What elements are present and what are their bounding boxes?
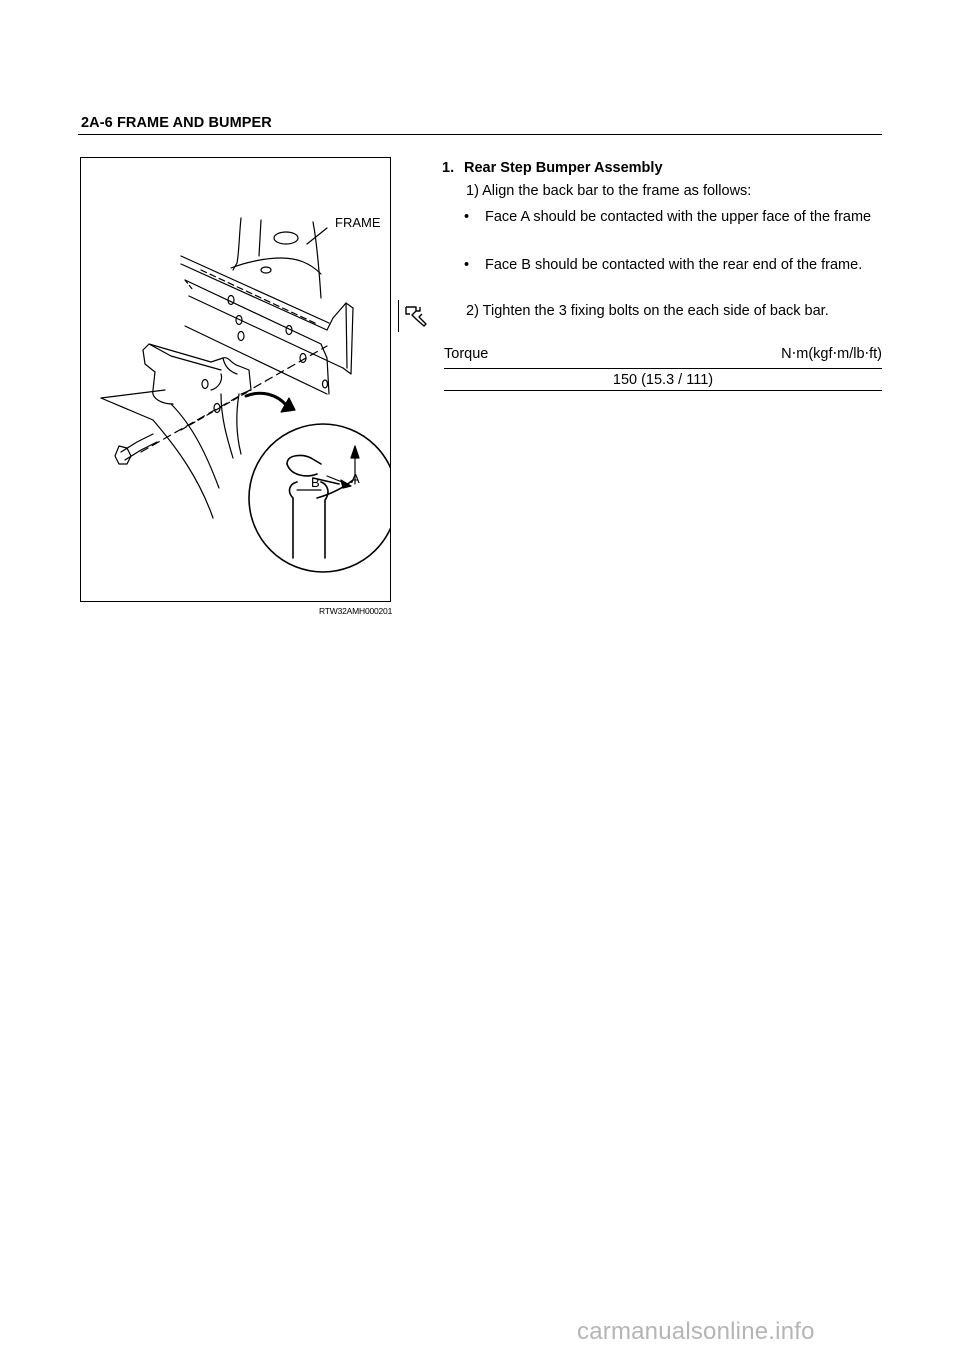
substep-1: 1) Align the back bar to the frame as follows: [466, 183, 752, 199]
label-b: B [311, 475, 320, 490]
torque-unit: N⋅m(kgf⋅m/lb⋅ft) [781, 346, 882, 362]
page-header [78, 116, 882, 135]
bullet-symbol: • [464, 209, 470, 225]
bullet-item [464, 206, 882, 229]
bumper-figure [80, 157, 391, 602]
bullet-text: Face B should be contacted with the rear end of the frame. [485, 257, 863, 273]
torque-wrench-icon [404, 304, 428, 328]
table-rule-bottom [444, 390, 882, 391]
torque-marker [398, 300, 430, 332]
step-title [442, 160, 663, 176]
substep-2: 2) Tighten the 3 fixing bolts on the each side of back bar. [466, 303, 829, 319]
table-rule-top [444, 368, 882, 369]
torque-label: Torque [444, 346, 489, 362]
label-a: A [351, 471, 360, 486]
step-number: 1. [442, 160, 455, 176]
step-title-text: Rear Step Bumper Assembly [464, 160, 663, 176]
bullet-item [464, 254, 882, 277]
frame-label: FRAME [335, 215, 381, 230]
figure-code: RTW32AMH000201 [319, 606, 393, 616]
watermark[interactable]: carmanualsonline.info [577, 1318, 815, 1345]
bullet-symbol: • [464, 257, 470, 273]
bullet-text: Face A should be contacted with the upper face of the frame [485, 209, 872, 225]
torque-value: 150 (15.3 / 111) [612, 372, 714, 388]
page-title: 2A-6 FRAME AND BUMPER [81, 115, 272, 131]
